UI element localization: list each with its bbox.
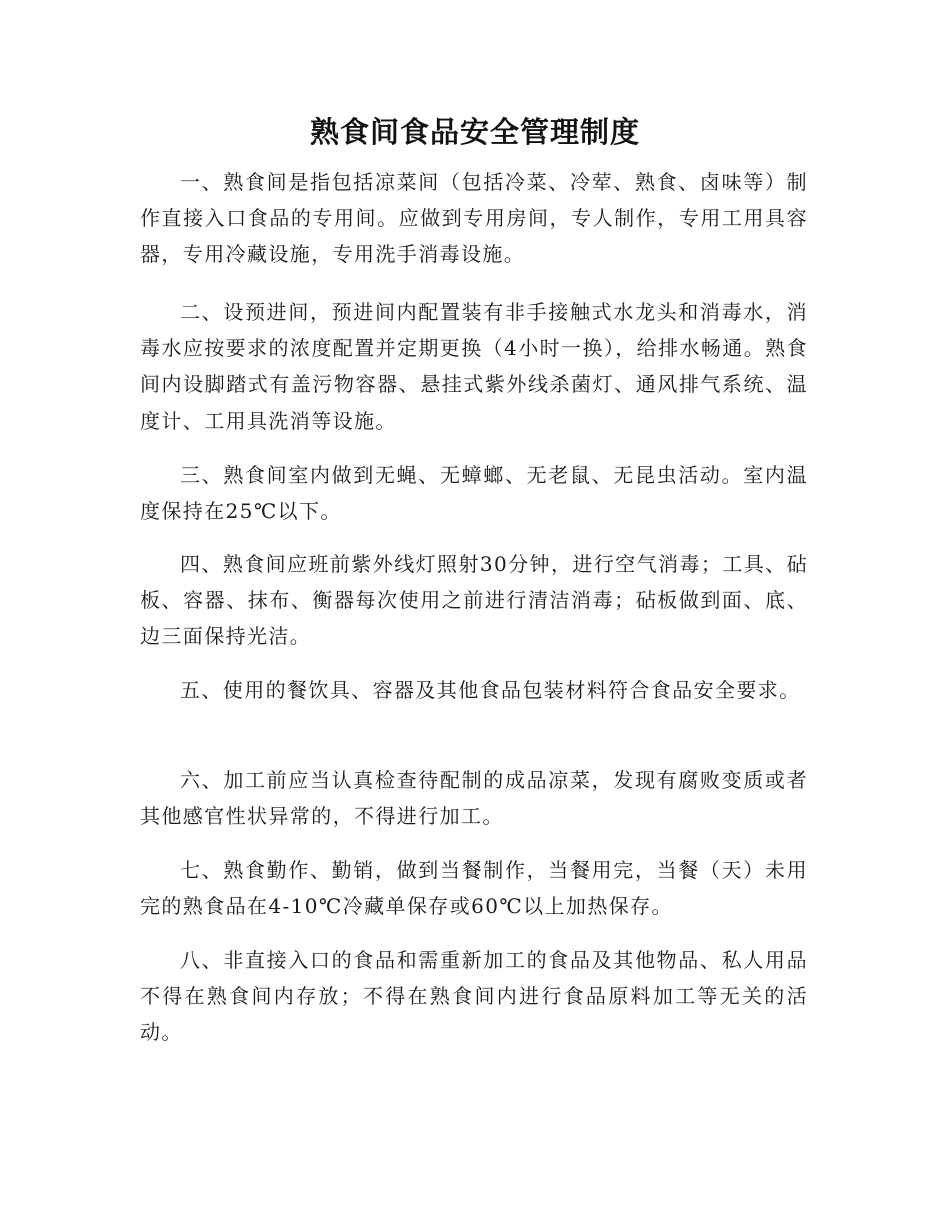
paragraph-1: 一、熟食间是指包括凉菜间（包括冷菜、冷荤、熟食、卤味等）制作直接入口食品的专用间。应做到专用房间，专人制作，专用工用具容器，专用冷藏设施，专用洗手消毒设施。 (140, 170, 808, 267)
paragraph-7: 七、熟食勤作、勤销，做到当餐制作，当餐用完，当餐（天）未用完的熟食品在4-10℃冷藏单保存或60℃以上加热保存。 (140, 858, 808, 919)
paragraph-5: 五、使用的餐饮具、容器及其他食品包装材料符合食品安全要求。 (180, 678, 801, 702)
paragraph-2: 二、设预进间，预进间内配置装有非手接触式水龙头和消毒水，消毒水应按要求的浓度配置并定期更换（4小时一换），给排水畅通。熟食间内设脚踏式有盖污物容器、悬挂式紫外线杀菌灯、通风排气系统、温度计、工用具洗消等设施。 (140, 300, 808, 433)
paragraph-3: 三、熟食间室内做到无蝇、无蟑螂、无老鼠、无昆虫活动。室内温度保持在25℃以下。 (140, 463, 808, 524)
paragraph-8: 八、非直接入口的食品和需重新加工的食品及其他物品、私人用品不得在熟食间内存放；不得在熟食间内进行食品原料加工等无关的活动。 (140, 948, 808, 1045)
paragraph-4: 四、熟食间应班前紫外线灯照射30分钟，进行空气消毒；工具、砧板、容器、抹布、衡器每次使用之前进行清洁消毒；砧板做到面、底、边三面保持光洁。 (140, 552, 808, 649)
document-title: 熟食间食品安全管理制度 (309, 115, 640, 149)
paragraph-6: 六、加工前应当认真检查待配制的成品凉菜，发现有腐败变质或者其他感官性状异常的，不得进行加工。 (140, 768, 808, 829)
